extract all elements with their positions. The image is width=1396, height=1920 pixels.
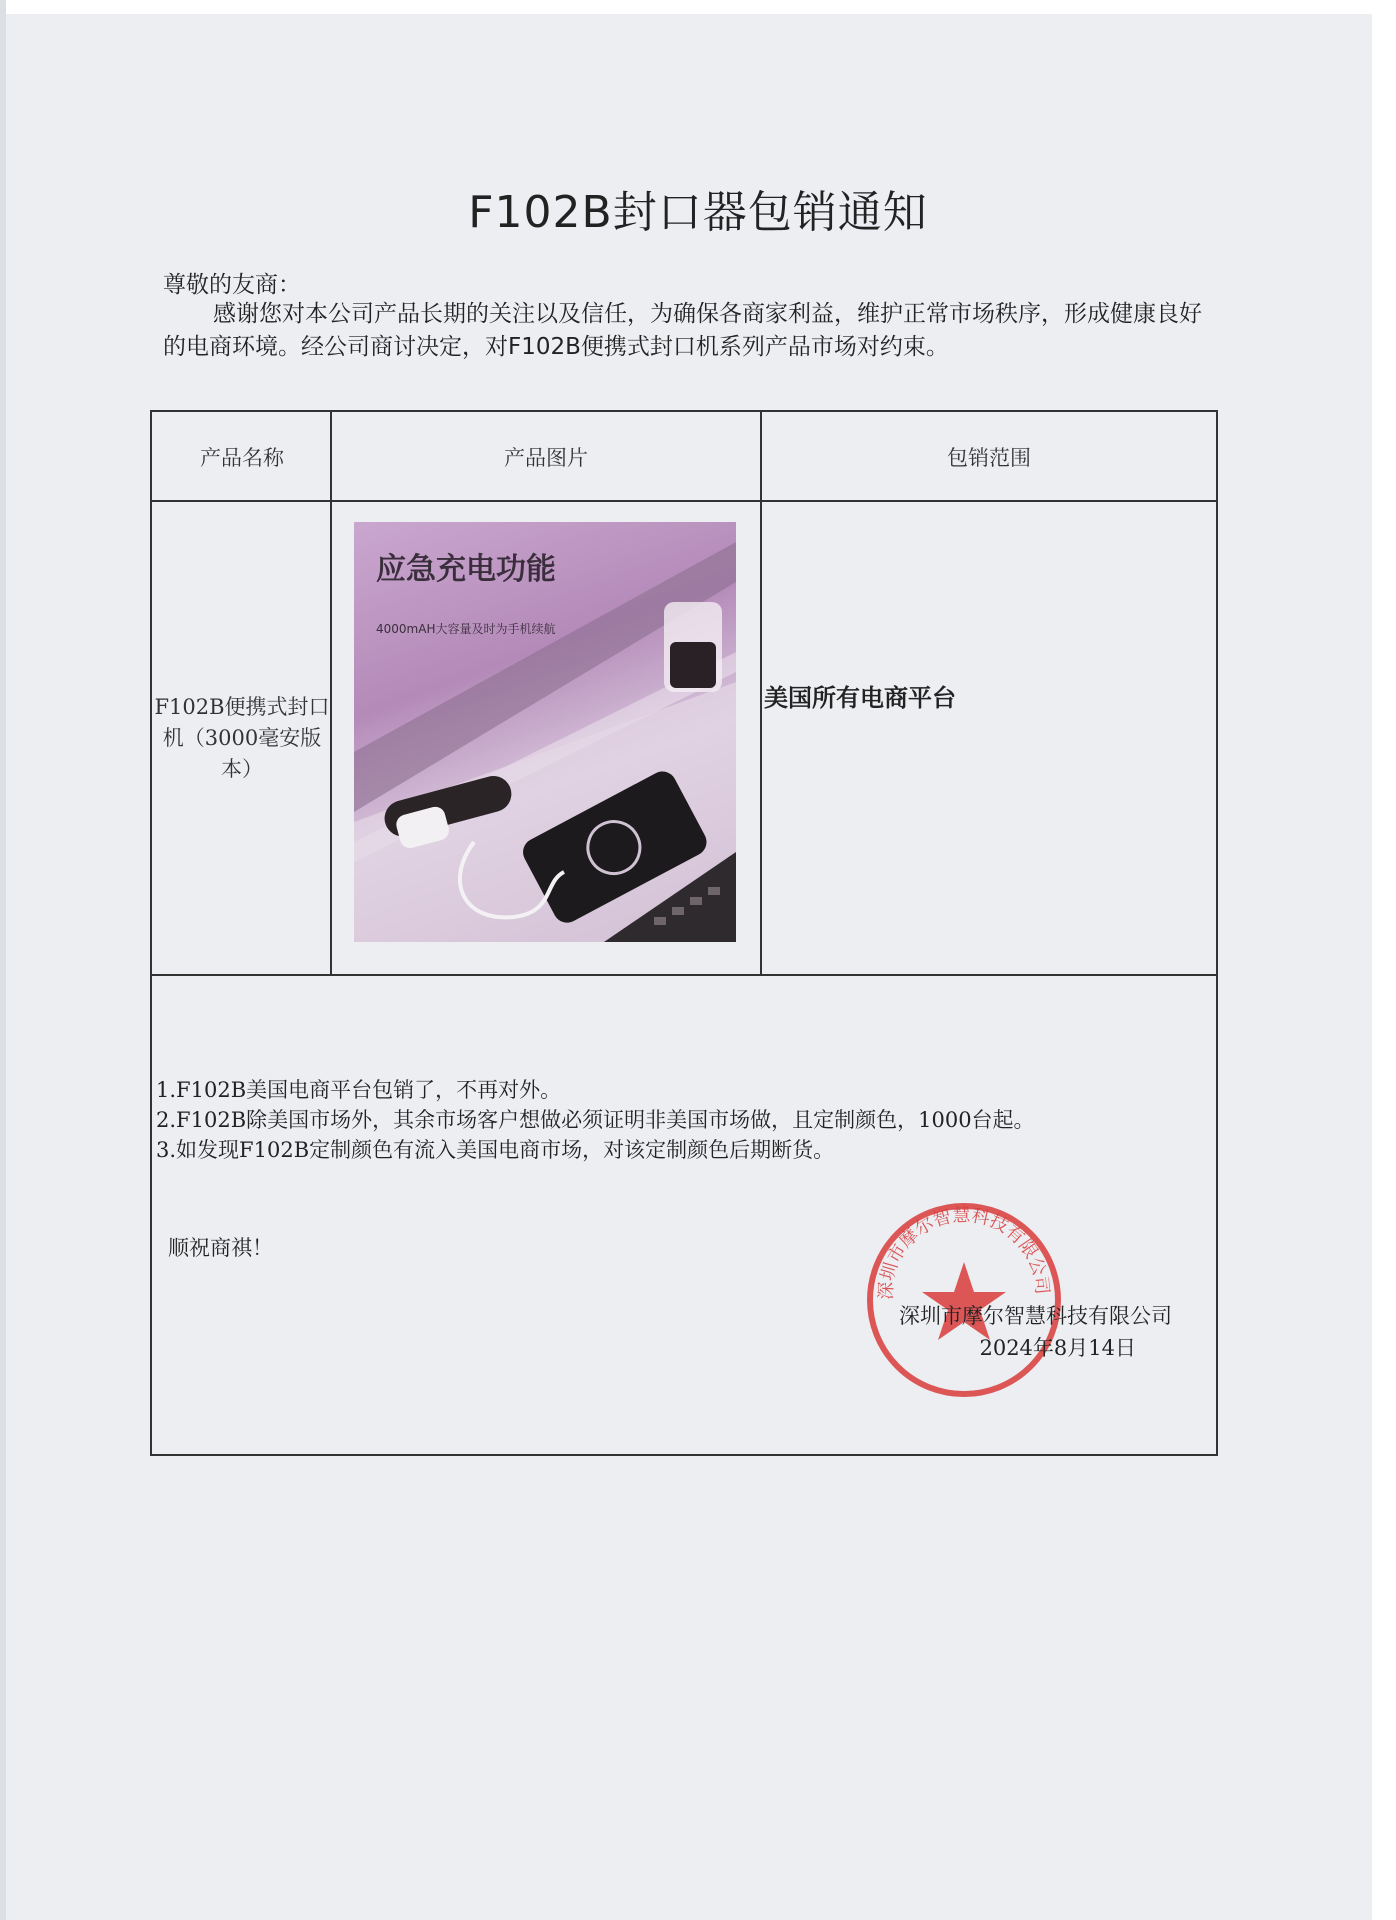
product-name-cell: F102B便携式封口机（3000毫安版本） — [154, 695, 330, 781]
intro-paragraph: 感谢您对本公司产品长期的关注以及信任，为确保各商家利益，维护正常市场秩序，形成健康良好的电商环境。经公司商讨决定，对F102B便携式封口机系列产品市场对约束。 — [163, 301, 1202, 360]
document-title: F102B封口器包销通知 — [468, 187, 928, 238]
terms-list — [156, 1075, 1196, 1165]
header-product-name: 产品名称 — [200, 446, 284, 470]
table-divider — [152, 500, 1216, 502]
page-edge-left — [0, 0, 6, 1920]
closing-remark: 顺祝商祺！ — [168, 1236, 273, 1260]
svg-text:深圳市摩尔智慧科技有限公司: 深圳市摩尔智慧科技有限公司 — [875, 1204, 1053, 1301]
notice-table — [150, 410, 1218, 1456]
header-sales-scope: 包销范围 — [947, 446, 1031, 470]
signature-date: 2024年8月14日 — [979, 1336, 1136, 1360]
image-subtext: 4000mAH大容量及时为手机续航 — [376, 622, 556, 636]
greeting: 尊敬的友商： — [163, 272, 301, 298]
product-image — [354, 522, 736, 942]
term-item: 3.如发现F102B定制颜色有流入美国电商市场，对该定制颜色后期断货。 — [156, 1138, 835, 1162]
header-product-image: 产品图片 — [504, 446, 588, 470]
signature-company: 深圳市摩尔智慧科技有限公司 — [899, 1304, 1172, 1328]
term-item: 1.F102B美国电商平台包销了，不再对外。 — [156, 1078, 562, 1102]
term-item: 2.F102B除美国市场外，其余市场客户想做必须证明非美国市场做，且定制颜色，1000台起。 — [156, 1108, 1035, 1132]
sales-scope-cell: 美国所有电商平台 — [764, 684, 956, 712]
page-edge — [0, 0, 1396, 14]
table-divider — [152, 974, 1216, 976]
page-edge-right — [1372, 0, 1396, 1920]
image-headline: 应急充电功能 — [376, 552, 556, 587]
